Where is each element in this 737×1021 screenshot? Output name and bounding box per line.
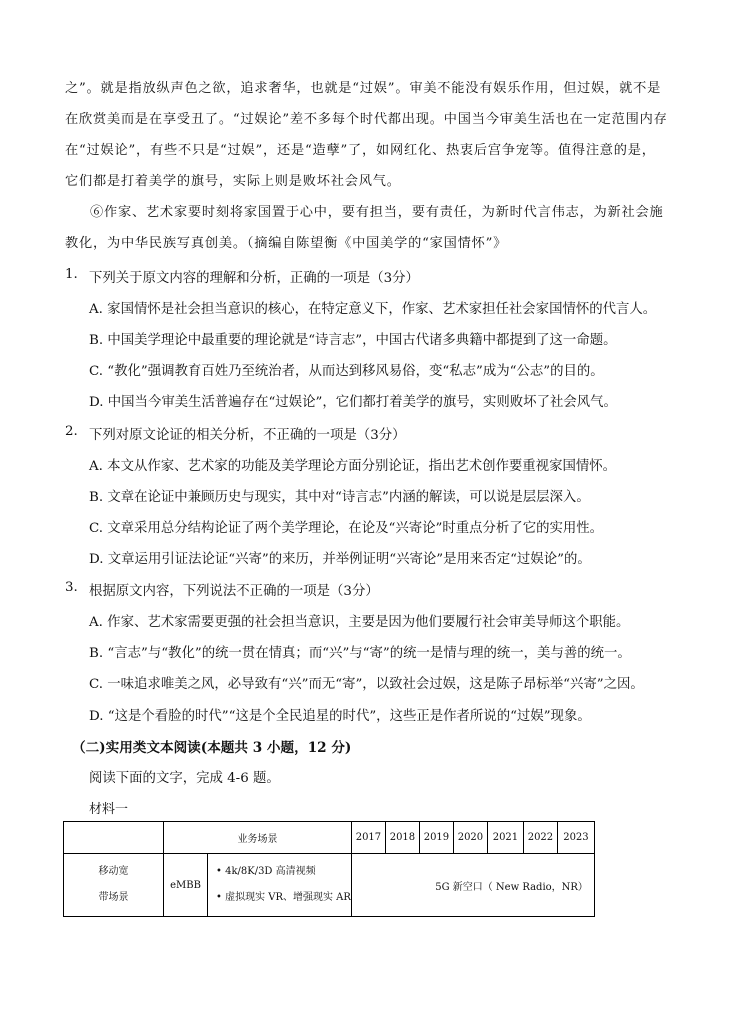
option-c: C. 文章采用总分结构论证了两个美学理论，在论及“兴寄论”时重点分析了它的实用性。 bbox=[89, 521, 604, 536]
passage-line: 教化，为中华民族写真创美。（摘编自陈望衡《中国美学的“家国情怀”》 bbox=[65, 236, 508, 251]
section-title: （二)实用类文本阅读(本题共 3 小题，12 分) bbox=[72, 740, 352, 756]
items-cell bbox=[208, 854, 352, 917]
passage bbox=[65, 73, 685, 259]
option-a: A. 家国情怀是社会担当意识的核心，在特定意义下，作家、艺术家担任社会家国情怀的代言人。 bbox=[89, 302, 657, 317]
question-number: 3. bbox=[65, 580, 78, 595]
option-a: A. 本文从作家、艺术家的功能及美学理论方面分别论证，指出艺术创作要重视家国情怀。 bbox=[89, 459, 617, 474]
year-cell: 2020 bbox=[453, 822, 487, 854]
note-cell: 5G 新空口（ New Radio，NR） bbox=[351, 854, 594, 917]
year-cell: 2018 bbox=[385, 822, 419, 854]
passage-line: 它们都是打着美学的旗号，实际上则是败坏社会风气。 bbox=[65, 174, 401, 189]
material-label: 材料一 bbox=[89, 802, 129, 817]
option-c: C. “教化”强调教育百姓乃至统治者，从而达到移风易俗，变“私志”成为“公志”的目的。 bbox=[89, 364, 604, 379]
table-row bbox=[64, 854, 595, 917]
year-cell: 2019 bbox=[419, 822, 453, 854]
passage-line: 在欣赏美而是在享受丑了。“过娱论”差不多每个时代都出现。中国当今审美生活也在一定范围内存 bbox=[65, 112, 668, 127]
question-stem: 下列关于原文内容的理解和分析，正确的一项是（3分） bbox=[89, 271, 419, 286]
table-header-row bbox=[64, 822, 595, 854]
year-cell: 2023 bbox=[557, 822, 594, 854]
passage-line: 在“过娱论”，有些不只是“过娱”，还是“造孽”了，如网红化、热衷后宫争宠等。值得注意的是， bbox=[65, 143, 656, 158]
material-table bbox=[63, 821, 595, 917]
question-stem: 根据原文内容，下列说法不正确的一项是（3分） bbox=[89, 584, 379, 599]
year-cell: 2021 bbox=[487, 822, 523, 854]
table-header-cell: 业务场景 bbox=[164, 822, 352, 854]
option-c: C. 一味追求唯美之风，必导致有“兴”而无“寄”，以致社会过娱，这是陈子昂标举“兴寄”之因。 bbox=[89, 677, 644, 692]
question-number: 1. bbox=[65, 267, 78, 282]
year-cell: 2022 bbox=[523, 822, 557, 854]
category-cell bbox=[64, 854, 164, 917]
option-d: D. “这是个看脸的时代”“这是个全民追星的时代”，这些正是作者所说的“过娱”现象。 bbox=[89, 709, 591, 724]
category-line: 带场景 bbox=[98, 892, 129, 903]
item-line: • 4k/8K/3D 高清视频 bbox=[216, 866, 316, 877]
option-d: D. 中国当今审美生活普遍存在“过娱论”，它们都打着美学的旗号，实则败坏了社会风气。 bbox=[89, 395, 617, 410]
type-cell: eMBB bbox=[164, 854, 208, 917]
passage-line: ⑥作家、艺术家要时刻将家国置于心中，要有担当，要有责任，为新时代言伟志，为新社会施 bbox=[90, 205, 664, 220]
category-line: 移动宽 bbox=[98, 866, 129, 877]
passage-line: 之”。就是指放纵声色之欲，追求奢华，也就是“过娱”。审美不能没有娱乐作用，但过娱，就不是 bbox=[65, 81, 662, 96]
option-b: B. “言志”与“教化”的统一贯在情真；而“兴”与“寄”的统一是情与理的统一，美与善的统一。 bbox=[89, 646, 631, 661]
option-d: D. 文章运用引证法论证“兴寄”的来历，并举例证明“兴寄论”是用来否定“过娱论”的。 bbox=[89, 552, 591, 567]
question-stem: 下列对原文论证的相关分析，不正确的一项是（3分） bbox=[89, 428, 406, 443]
question-number: 2. bbox=[65, 424, 78, 439]
section-intro: 阅读下面的文字，完成 4-6 题。 bbox=[89, 771, 280, 786]
option-b: B. 文章在论证中兼顾历史与现实，其中对“诗言志”内涵的解读，可以说是层层深入。 bbox=[89, 490, 590, 505]
item-line: • 虚拟现实 VR、增强现实 AR bbox=[216, 892, 351, 903]
option-a: A. 作家、艺术家需要更强的社会担当意识，主要是因为他们要履行社会审美导师这个职能。 bbox=[89, 615, 630, 630]
table-corner-cell bbox=[64, 822, 164, 854]
option-b: B. 中国美学理论中最重要的理论就是“诗言志”，中国古代诸多典籍中都提到了这一命题。 bbox=[89, 333, 617, 348]
year-cell: 2017 bbox=[351, 822, 385, 854]
